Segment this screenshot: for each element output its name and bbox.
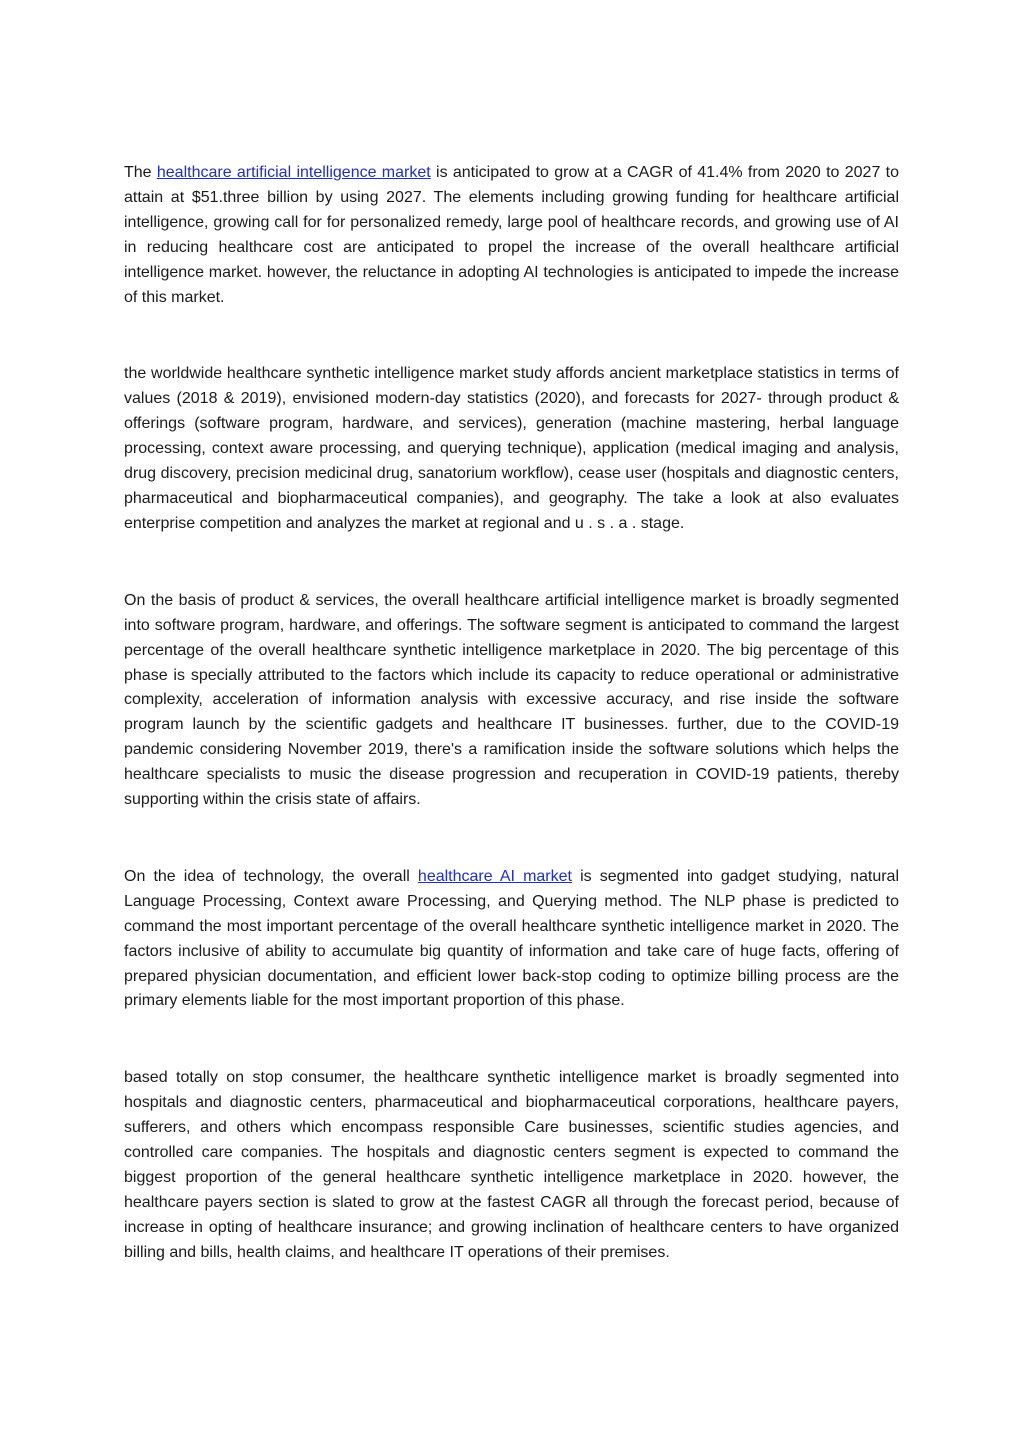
paragraph-text: is segmented into gadget studying, natural Language Processing, Context aware Processing, and Querying method. The NLP phase is predicted to command the most important percentage of the overall healthcare synthetic intelligence market in 2020. The factors inclusive of ability to accumulate big quantity of information and take care of huge facts, offering of prepared physician documentation, and efficient lower back-stop coding to optimize billing process are the primary elements liable for the most important proportion of this phase. [124, 867, 900, 1010]
paragraph-end-user [124, 1066, 899, 1265]
paragraph-market-study [124, 362, 899, 536]
paragraph-text: is anticipated to grow at a CAGR of 41.4% from 2020 to 2027 to attain at $51.three billion by using 2027. The elements including growing funding for healthcare artificial intelligence, growing call for for personalized remedy, large pool of healthcare records, and growing use of AI in reducing healthcare cost are anticipated to propel the increase of the overall healthcare artificial intelligence market. however, the reluctance in adopting AI technologies is anticipated to impede the increase of this market. [124, 164, 899, 306]
paragraph-text: On the idea of technology, the overall [124, 867, 418, 885]
paragraph-spacer [124, 310, 899, 362]
paragraph-market-overview [124, 161, 899, 310]
paragraph-spacer [124, 813, 899, 865]
paragraph-text: based totally on stop consumer, the healthcare synthetic intelligence market is broadly segmented into hospitals and diagnostic centers, pharmaceutical and biopharmaceutical corporations, healthcare payers, sufferers, and others which encompass responsible Care businesses, scientific studies agencies, and controlled care companies. The hospitals and diagnostic centers segment is expected to command the biggest proportion of the general healthcare synthetic intelligence marketplace in 2020. however, the healthcare payers section is slated to grow at the fastest CAGR all through the forecast period, because of increase in opting of healthcare insurance; and growing inclination of healthcare centers to have organized billing and bills, health claims, and healthcare IT operations of their premises. [124, 1069, 899, 1261]
healthcare-ai-market-link[interactable]: healthcare artificial intelligence market [156, 164, 431, 181]
paragraph-text: On the basis of product & services, the overall healthcare artificial intelligence market is broadly segmented into software program, hardware, and offerings. The software segment is anticipated to command the largest percentage of the overall healthcare synthetic intelligence marketplace in 2020. The big percentage of this phase is specially attributed to the factors which include its capacity to reduce operational or administrative complexity, acceleration of information analysis with excessive accuracy, and rise inside the software program launch by the scientific gadgets and healthcare IT businesses. further, due to the COVID-19 pandemic considering November 2019, there's a ramification inside the software solutions which helps the healthcare specialists to music the disease progression and recuperation in COVID-19 patients, thereby supporting within the crisis state of affairs. [124, 591, 899, 809]
paragraph-text: the worldwide healthcare synthetic intelligence market study affords ancient marketplace statistics in terms of values (2018 & 2019), envisioned modern-day statistics (2020), and forecasts for 2027- through product & offerings (software program, hardware, and services), generation (machine mastering, herbal language processing, context aware processing, and querying technique), application (medical imaging and analysis, drug discovery, precision medicinal drug, sanatorium workflow), cease user (hospitals and diagnostic centers, pharmaceutical and biopharmaceutical companies), and geography. The take a look at also evaluates enterprise competition and analyzes the market at regional and u . s . a . stage. [124, 365, 899, 532]
paragraph-text: The [124, 164, 157, 181]
paragraph-spacer [124, 1014, 899, 1066]
paragraph-product-services [124, 589, 899, 813]
document-body [124, 161, 899, 1266]
paragraph-technology [124, 865, 899, 1014]
paragraph-spacer [124, 537, 899, 589]
healthcare-ai-link[interactable]: healthcare AI market [417, 867, 572, 885]
